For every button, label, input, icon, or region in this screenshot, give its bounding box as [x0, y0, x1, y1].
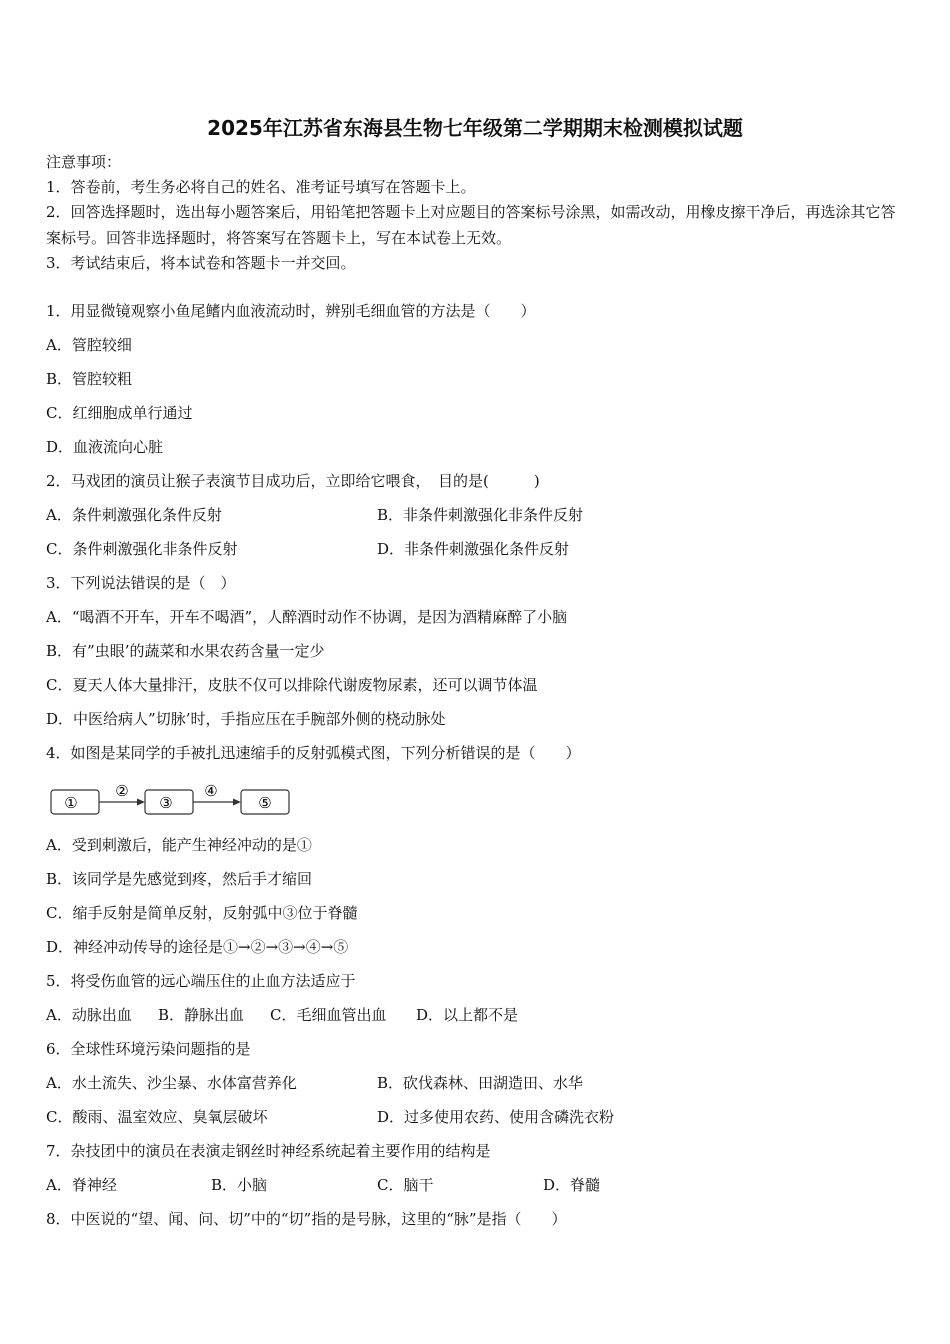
notice-item: 2．回答选择题时，选出每小题答案后，用铅笔把答题卡上对应题目的答案标号涂黑，如需改动，用橡皮擦干净后，再选涂其它答案标号。回答非选择题时，将答案写在答题卡上，写在本试卷上无效。: [46, 203, 896, 247]
question-stem: 1．用显微镜观察小鱼尾鳍内血液流动时，辨别毛细血管的方法是（ ）: [46, 302, 536, 320]
option: A．动脉出血: [46, 1006, 132, 1024]
option: D．以上都不是: [416, 1006, 519, 1024]
diagram-arrowhead: [233, 799, 241, 806]
question-stem: 3．下列说法错误的是（ ）: [46, 574, 236, 592]
question-stem: 2．马戏团的演员让猴子表演节目成功后，立即给它喂食， 目的是( ): [46, 472, 540, 490]
option: A．管腔较细: [46, 336, 132, 354]
notice-item: 3．考试结束后，将本试卷和答题卡一并交回。: [46, 254, 356, 272]
question-stem: 4．如图是某同学的手被扎迅速缩手的反射弧模式图，下列分析错误的是（ ）: [46, 744, 581, 762]
option: C．脑干: [377, 1176, 434, 1194]
diagram-box-label: ③: [159, 794, 173, 812]
option: C．夏天人体大量排汗，皮肤不仅可以排除代谢废物尿素，还可以调节体温: [46, 676, 538, 694]
notice-item: 1．答卷前，考生务必将自己的姓名、准考证号填写在答题卡上。: [46, 178, 476, 196]
diagram-arrow-label: ②: [115, 782, 129, 800]
option: A．水土流失、沙尘暴、水体富营养化: [46, 1074, 297, 1092]
option: D．脊髓: [543, 1176, 601, 1194]
option: C．红细胞成单行通过: [46, 404, 193, 422]
option: C．缩手反射是简单反射，反射弧中③位于脊髓: [46, 904, 358, 922]
option: D．非条件刺激强化条件反射: [377, 540, 570, 558]
reflex-arc-diagram: [48, 780, 298, 820]
question-stem: 6．全球性环境污染问题指的是: [46, 1040, 251, 1058]
option: B．该同学是先感觉到疼，然后手才缩回: [46, 870, 313, 888]
question-stem: 5．将受伤血管的远心端压住的止血方法适应于: [46, 972, 356, 990]
option: D．神经冲动传导的途径是①→②→③→④→⑤: [46, 938, 349, 956]
question-stem: 7．杂技团中的演员在表演走钢丝时神经系统起着主要作用的结构是: [46, 1142, 491, 1160]
option: C．酸雨、温室效应、臭氧层破坏: [46, 1108, 268, 1126]
option: D．血液流向心脏: [46, 438, 164, 456]
option: A．“喝酒不开车，开车不喝酒”，人醉酒时动作不协调，是因为酒精麻醉了小脑: [46, 608, 568, 626]
diagram-box-label: ⑤: [258, 794, 272, 812]
option: B．非条件刺激强化非条件反射: [377, 506, 584, 524]
option: A．条件刺激强化条件反射: [46, 506, 222, 524]
option: C．毛细血管出血: [270, 1006, 387, 1024]
option: A．受到刺激后，能产生神经冲动的是①: [46, 836, 312, 854]
option: B．砍伐森林、田湖造田、水华: [377, 1074, 584, 1092]
option: A．脊神经: [46, 1176, 117, 1194]
notice-heading: 注意事项：: [46, 153, 122, 171]
option: C．条件刺激强化非条件反射: [46, 540, 238, 558]
option: D．过多使用农药、使用含磷洗衣粉: [377, 1108, 615, 1126]
diagram-arrowhead: [137, 799, 145, 806]
option: D．中医给病人”切脉’时，手指应压在手腕部外侧的桡动脉处: [46, 710, 446, 728]
diagram-arrow-label: ④: [204, 782, 218, 800]
option: B．静脉出血: [158, 1006, 245, 1024]
page-title: 2025年江苏省东海县生物七年级第二学期期末检测模拟试题: [207, 116, 743, 140]
option: B．管腔较粗: [46, 370, 133, 388]
option: B．有”虫眼’的蔬菜和水果农药含量一定少: [46, 642, 325, 660]
diagram-box-label: ①: [64, 794, 78, 812]
option: B．小脑: [211, 1176, 268, 1194]
question-stem: 8．中医说的“望、闻、问、切”中的“切”指的是号脉，这里的“脉”是指（ ）: [46, 1210, 567, 1228]
